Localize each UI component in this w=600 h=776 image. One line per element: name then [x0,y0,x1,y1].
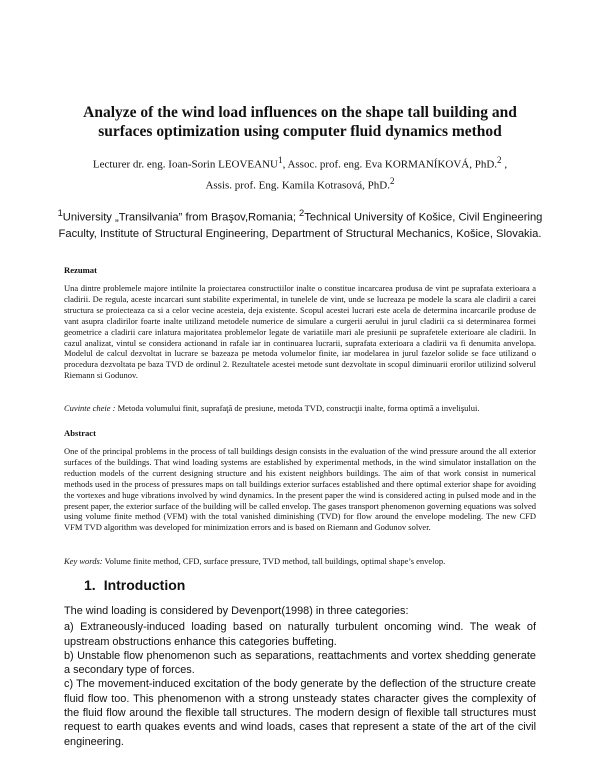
paper-title: Analyze of the wind load influences on the shape tall building and surfaces optimization using computer fluid dynamics method [83,104,517,140]
intro-item-c: c) The movement-induced excitation of the body generate by the deflection of the structure create fluid flow too. This phenomenon with a strong unsteady states character gives the complexity of the fluid flow around the flexible tall structures. The modern design of flexible tall structures must request to earth quakes events and wind loads, cases that represent a state of the art of the civil engineering. [64,678,536,748]
author-separator: , [501,158,508,171]
author-2-affil-mark: 2 [497,155,502,165]
abstract-text: One of the principal problems in the process of tall buildings design consists in the evaluation of the wind pressure around the all exterior surfaces of the buildings. That wind loading systems are established by experimental methods, in the wind simulator installation on the reduction models of the current designing structure and his existent neighbors buildings. The aim of that work consist in numerical methods used in the process of pressures maps on tall buildings exterior surfaces established and there optimal exterior shape for avoiding the vortexes and huge vibrations involved by wind dynamics. In the present paper the wind is considered acting in pulsed mode and in the present paper, the exterior surface of the building will be called envelop. The gases transport phenomenon governing equations was solved using volume finite method (VFM) with the total vanished diminishing (TVD) for flow around the envelope modeling. The new CFD VFM TVD algorithm was developed for minimization errors and is based on Riemann and Godunov solver. [64,446,536,533]
author-3: Assis. prof. Eng. Kamila Kotrasová, PhD. [205,179,390,192]
affiliation-2-mark: 2 [299,208,305,218]
author-3-affil-mark: 2 [389,175,395,186]
section-title: Introduction [103,577,186,593]
intro-item-b: b) Unstable flow phenomenon such as separations, reattachments and vortex shedding generate a secondary type of forces. [64,649,536,677]
rezumat-keywords-label: Cuvinte cheie : [64,403,116,413]
section-number: 1. [84,577,96,593]
abstract-keywords-label: Key words: [64,556,103,566]
abstract-keywords-text: Volume finite method, CFD, surface pressure, TVD method, tall buildings, optimal shape’s envelop. [102,556,446,566]
rezumat-keywords [64,403,536,414]
section-heading-introduction [84,577,185,593]
introduction-body [64,604,536,749]
affiliation-2: Technical University of Košice, Civil Engineering Faculty, Institute of Structural Engineering, Department of Structural Mechanics, Košice, Slovakia. [58,211,543,240]
affiliations [55,205,545,242]
author-list [60,152,540,193]
rezumat-keywords-text: Metoda volumului finit, suprafaţă de presiune, metoda TVD, construcţii inalte, forma optimă a invelişului. [115,403,480,413]
intro-item-a: a) Extraneously-induced loading based on naturally turbulent oncoming wind. The weak of upstream obstructions enhance this categories buffeting. [64,621,536,648]
affiliation-1-mark: 1 [57,208,63,218]
abstract-heading: Abstract [64,428,96,438]
author-line-2 [60,173,540,194]
author-1-affil-mark: 1 [277,155,283,165]
author-1: Lecturer dr. eng. Ioan-Sorin LEOVEANU [92,158,278,171]
author-line-1 [60,152,540,173]
rezumat-text: Una dintre problemele majore intilnite la proiectarea constructiilor inalte o constitue incarcarea produsa de vint pe suprafata exterioara a cladirii. De regula, aceste incarcari sunt stabilite experimental, in tunelele de vint, unde se lucreaza pe modele la scara ale cladirii a carei structura se proiecteaza ca si a celor vecine acesteia, deja existente. Scopul acestei lucrari este acela de determina incarcarile produse de vant asupra cladirilor foarte inalte utilizand metodele numerice de simulare a curgerii aerului in jurul cladirii ca si determinarea formei geometrice a cladirii care inlatura majoritatea problemelor legate de variatiile mari ale presiunii pe suprafetele exterioare ale cladirii. In cazul analizat, vintul se considera actionand in rafale iar in continuarea lucrarii, suprafata exterioara a cladirii va fi denumita anvelopa. Modelul de calcul dezvoltat in lucrare se bazeaza pe metoda volumelor finite, iar modelarea in jurul fazelor solide se face utilizand o procedura dezvoltata pe baza TVD de ordinul 2. Rezultatele acestei metode sunt dezvoltate in scopul diminuarii erorilor utilizind solverul Riemann si Godunov. [64,283,536,381]
author-2: , Assoc. prof. eng. Eva KORMANÍKOVÁ, PhD. [282,158,498,171]
abstract-keywords [64,556,536,567]
rezumat-heading: Rezumat [64,265,97,275]
intro-paragraph-0: The wind loading is considered by Devenport(1998) in three categories: [64,605,409,617]
affiliation-1: University „Transilvania” from Braşov,Romania; [62,211,300,224]
